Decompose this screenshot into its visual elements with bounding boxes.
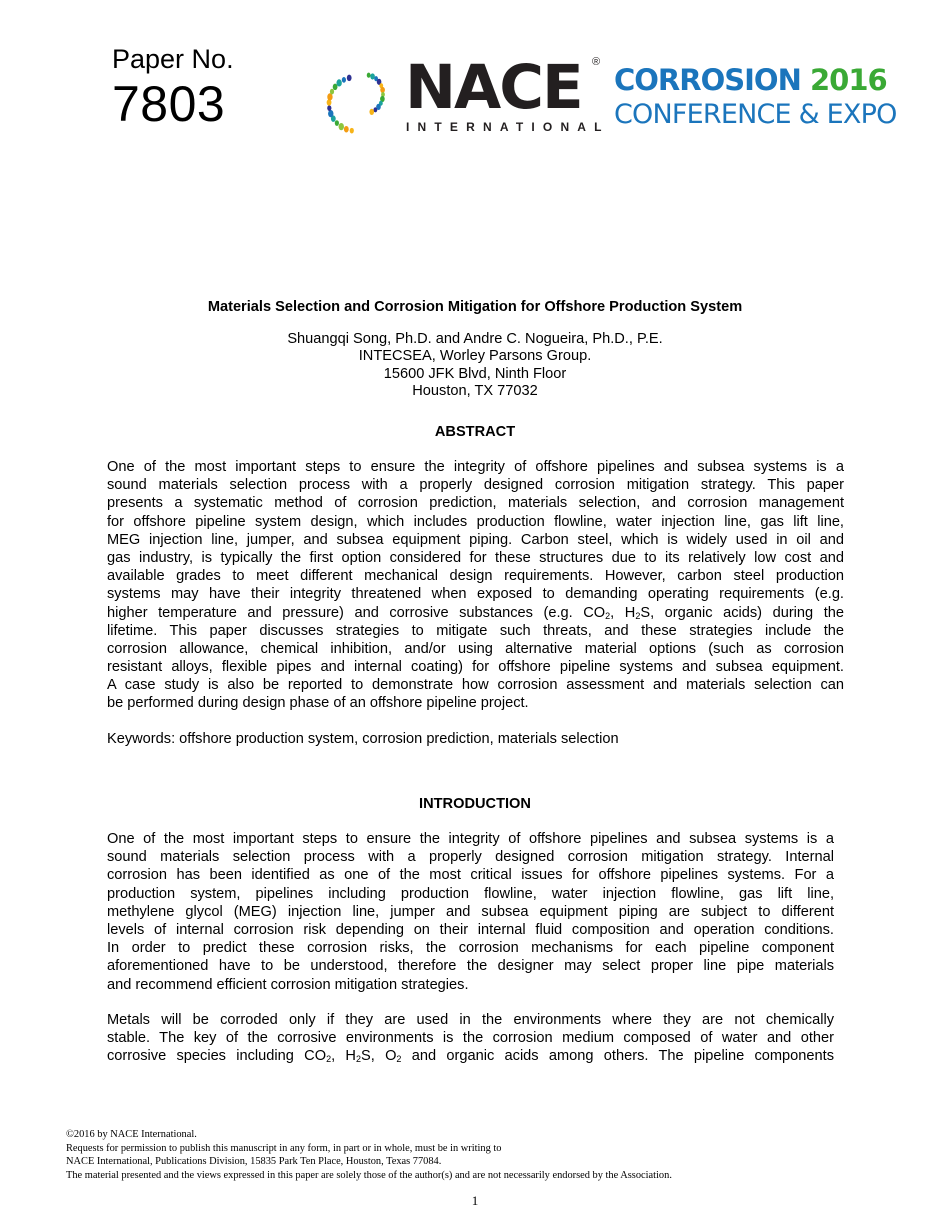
- footer-line: ©2016 by NACE International.: [66, 1129, 197, 1140]
- affiliation: INTECSEA, Worley Parsons Group.: [358, 348, 592, 364]
- conference-subtitle: CONFERENCE & EXPO: [614, 99, 897, 130]
- introduction-paragraph-2: [107, 1011, 834, 1066]
- conference-logo: [614, 62, 897, 132]
- intro-line: and recommend efficient corrosion mitigation strategies.: [107, 976, 469, 993]
- abstract-line: sound materials selection process with a properly designed corrosion mitigation strategy. This paper: [107, 477, 844, 494]
- abstract-line: available grades to meet different mechanical design requirements. However, carbon steel production: [107, 568, 844, 585]
- address-city: Houston, TX 77032: [412, 383, 538, 399]
- copyright-footer: [66, 1128, 672, 1182]
- intro-line: levels of internal corrosion risk depending on their internal fluid composition and operation conditions.: [107, 921, 834, 938]
- intro-line: methylene glycol (MEG) injection line, jumper and subsea equipment piping are subject to different: [107, 903, 834, 920]
- footer-line: NACE International, Publications Division, 15835 Park Ten Place, Houston, Texas 77084.: [66, 1156, 442, 1168]
- nace-emblem-icon: [322, 64, 398, 140]
- paper-number: 7803: [112, 76, 226, 132]
- introduction-paragraph-1: [107, 830, 834, 994]
- emblem-dot: [373, 107, 377, 112]
- emblem-dot: [370, 73, 375, 79]
- nace-logo: [322, 52, 612, 138]
- footer-line: Requests for permission to publish this manuscript in any form, in part or in whole, must be in writing to: [66, 1142, 502, 1154]
- intro-line: In order to predict these corrosion risks, the corrosion mechanisms for each pipeline component: [107, 940, 834, 957]
- emblem-dot: [367, 73, 371, 78]
- intro-line: aforementioned have to be understood, therefore the designer may select proper line pipe materials: [107, 958, 834, 975]
- paper-number-block: [112, 44, 234, 132]
- title-block: [107, 299, 843, 401]
- emblem-dot: [339, 123, 344, 130]
- introduction-heading: INTRODUCTION: [419, 796, 531, 812]
- abstract-line: systems may have their integrity threatened when exposed to demanding operating requirements (e.g.: [107, 586, 844, 603]
- abstract-line: resistant alloys, flexible pipes and internal coating) for offshore pipeline systems and subsea equipment.: [107, 659, 844, 676]
- abstract-heading: ABSTRACT: [434, 424, 516, 440]
- emblem-dot: [335, 120, 339, 126]
- abstract-line-with-formulas: higher temperature and pressure) and corrosive substances (e.g. $CO_2$, $H_2S$, organic acids) during the: [107, 604, 844, 621]
- intro-line: stable. The key of the corrosive environments is the corrosion medium composed of water and other: [107, 1030, 834, 1047]
- conference-name: CORROSION: [614, 63, 801, 97]
- intro-line: corrosion has been identified as one of the most critical issues for offshore pipelines systems. For a: [107, 867, 834, 884]
- abstract-line: gas industry, is typically the first option considered for these structures due to its relatively low cost and: [107, 549, 844, 566]
- abstract-line: lifetime. This paper discusses strategies to mitigate such threats, and these strategies include the: [107, 622, 844, 639]
- abstract-line: MEG injection line, jumper, and subsea equipment piping. Carbon steel, which is widely used in oil and: [107, 531, 844, 548]
- emblem-dot: [342, 77, 346, 83]
- intro-line: One of the most important steps to ensure the integrity of offshore pipelines and subsea systems is a: [107, 831, 834, 847]
- nace-wordmark: NACE: [405, 52, 582, 123]
- emblem-dot: [328, 110, 333, 117]
- emblem-dot: [347, 75, 352, 81]
- abstract-paragraph: [107, 458, 844, 713]
- paper-title: Materials Selection and Corrosion Mitigation for Offshore Production System: [207, 299, 743, 315]
- conference-title: [614, 62, 897, 98]
- intro-line: production system, pipelines including production flowline, water injection flowline, gas lift line,: [107, 885, 834, 902]
- emblem-dot: [344, 126, 349, 132]
- abstract-line: presents a systematic method of corrosion prediction, materials selection, and corrosion management: [107, 495, 844, 512]
- intro-line-with-formulas: corrosive species including $CO_2$, $H_2S$, $O_2$ and organic acids among others. The pipeline components: [107, 1048, 834, 1065]
- intro-line: sound materials selection process with a properly designed corrosion mitigation strategy. Internal: [107, 849, 834, 866]
- paper-number-label: Paper No.: [112, 44, 234, 74]
- address-street: 15600 JFK Blvd, Ninth Floor: [383, 365, 567, 382]
- abstract-line: corrosion allowance, chemical inhibition, and/or using alternative material options (such as corrosion: [107, 640, 844, 657]
- abstract-line: be performed during design phase of an offshore pipeline project.: [107, 695, 529, 712]
- nace-subtitle: INTERNATIONAL: [406, 120, 610, 134]
- abstract-line: One of the most important steps to ensure the integrity of offshore pipelines and subsea systems is a: [107, 459, 844, 475]
- footer-line: The material presented and the views expressed in this paper are solely those of the author(s) and are not necessarily endorsed by the Association.: [66, 1169, 672, 1181]
- emblem-dot: [330, 89, 334, 95]
- page-number: 1: [471, 1193, 479, 1208]
- abstract-line: for offshore pipeline system design, which includes production flowline, water injection line, gas lift line,: [107, 513, 844, 530]
- emblem-dot: [350, 128, 354, 134]
- authors: Shuangqi Song, Ph.D. and Andre C. Nogueira, Ph.D., P.E.: [287, 330, 663, 347]
- emblem-dot: [336, 79, 341, 86]
- emblem-dot: [369, 109, 374, 115]
- keywords: Keywords: offshore production system, corrosion prediction, materials selection: [107, 731, 619, 747]
- conference-year: 2016: [809, 63, 887, 97]
- emblem-dot: [327, 105, 331, 111]
- registered-mark: ®: [592, 56, 601, 68]
- intro-line: Metals will be corroded only if they are used in the environments where they are not chemically: [107, 1012, 834, 1028]
- abstract-line: A case study is also be reported to demonstrate how corrosion assessment and materials selection can: [107, 677, 844, 694]
